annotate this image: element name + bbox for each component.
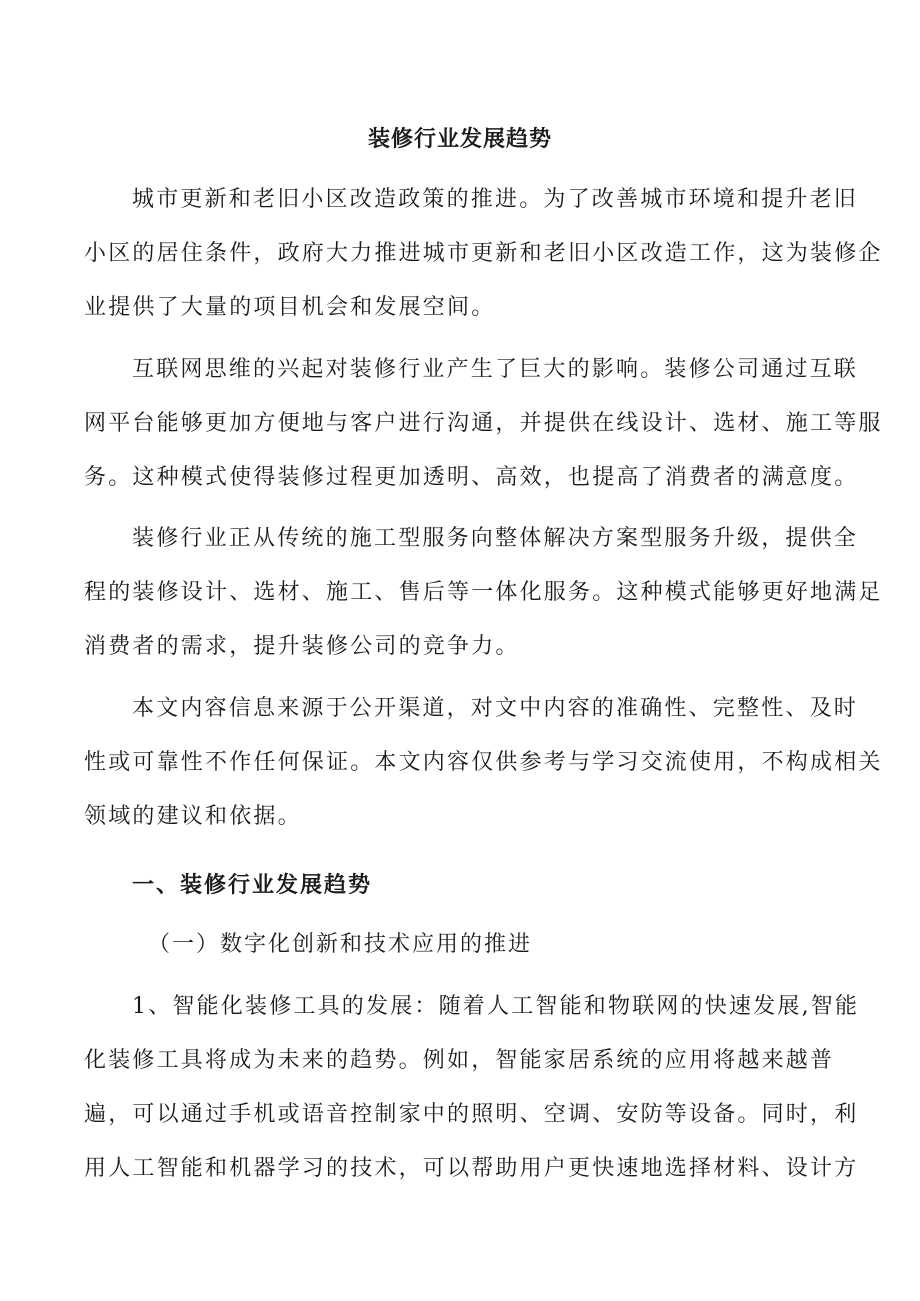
subsection-heading: （一）数字化创新和技术应用的推进 (148, 932, 533, 957)
item-1-line-1: 1、智能化装修工具的发展：随着人工智能和物联网的快速发展,智能 (132, 994, 860, 1019)
paragraph-1-line-3: 业提供了大量的项目机会和发展空间。 (84, 295, 496, 320)
paragraph-2-line-3: 务。这种模式使得装修过程更加透明、高效，也提高了消费者的满意度。 (84, 465, 859, 490)
paragraph-3-line-1: 装修行业正从传统的施工型服务向整体解决方案型服务升级，提供全 (132, 526, 859, 551)
document-title: 装修行业发展趋势 (367, 126, 552, 152)
paragraph-4-line-3: 领域的建议和依据。 (84, 804, 302, 829)
section-heading: 一、装修行业发展趋势 (132, 872, 373, 898)
paragraph-1-line-2: 小区的居住条件，政府大力推进城市更新和老旧小区改造工作，这为装修企 (84, 241, 883, 266)
paragraph-4-line-1: 本文内容信息来源于公开渠道，对文中内容的准确性、完整性、及时 (132, 696, 859, 721)
item-1-line-2: 化装修工具将成为未来的趋势。例如，智能家居系统的应用将越来越普 (84, 1048, 835, 1073)
paragraph-2-line-2: 网平台能够更加方便地与客户进行沟通，并提供在线设计、选材、施工等服 (84, 411, 883, 436)
paragraph-4-line-2: 性或可靠性不作任何保证。本文内容仅供参考与学习交流使用，不构成相关 (84, 750, 883, 775)
item-1-line-4: 用人工智能和机器学习的技术，可以帮助用户更快速地选择材料、设计方 (84, 1156, 859, 1181)
paragraph-3-line-2: 程的装修设计、选材、施工、售后等一体化服务。这种模式能够更好地满足 (84, 580, 883, 605)
item-1-line-3: 遍，可以通过手机或语音控制家中的照明、空调、安防等设备。同时，利 (84, 1102, 859, 1127)
paragraph-2-line-1: 互联网思维的兴起对装修行业产生了巨大的影响。装修公司通过互联 (132, 357, 859, 382)
paragraph-3-line-3: 消费者的需求，提升装修公司的竞争力。 (84, 634, 520, 659)
paragraph-1-line-1: 城市更新和老旧小区改造政策的推进。为了改善城市环境和提升老旧 (132, 187, 859, 212)
